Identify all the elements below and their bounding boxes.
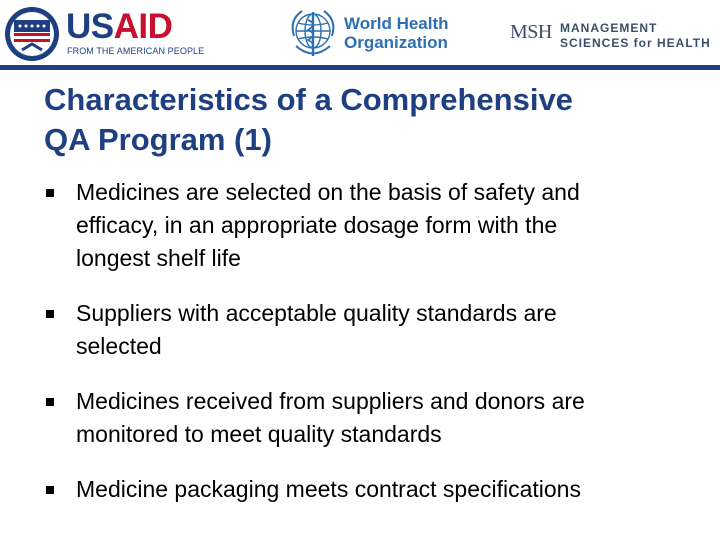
bullet-line: Medicines are selected on the basis of safety and	[76, 179, 580, 205]
msh-mark-text: MSH	[510, 21, 552, 43]
slide-title-line: QA Program (1)	[44, 122, 272, 157]
bullet-line: selected	[76, 333, 162, 359]
bullet-line: Medicine packaging meets contract specifications	[76, 476, 581, 502]
square-bullet-icon	[46, 486, 54, 494]
bullet-line: efficacy, in an appropriate dosage form with the	[76, 212, 558, 238]
who-logo	[286, 6, 449, 62]
usaid-tagline: FROM THE AMERICAN PEOPLE	[67, 46, 205, 56]
bullet-line: longest shelf life	[76, 245, 241, 271]
who-emblem-icon	[286, 6, 340, 62]
square-bullet-icon	[46, 310, 54, 318]
usaid-wordmark: USAID	[66, 7, 173, 46]
who-wordmark	[344, 14, 449, 52]
bullet-item	[44, 176, 694, 275]
bullet-line: monitored to meet quality standards	[76, 421, 442, 447]
usaid-seal-icon	[4, 6, 60, 62]
square-bullet-icon	[46, 189, 54, 197]
slide-title	[44, 80, 694, 160]
msh-mark-icon	[508, 10, 552, 54]
bullet-item	[44, 385, 694, 451]
bullet-item	[44, 473, 694, 506]
slide-title-line: Characteristics of a Comprehensive	[44, 82, 573, 117]
bullet-item	[44, 297, 694, 363]
msh-wordmark	[560, 21, 711, 51]
msh-logo	[508, 8, 713, 60]
square-bullet-icon	[46, 398, 54, 406]
msh-line-2: SCIENCES for HEALTH	[560, 36, 711, 50]
who-line-2: Organization	[344, 33, 448, 52]
usaid-logo	[4, 6, 205, 62]
header-rule	[0, 65, 720, 70]
bullet-line: Medicines received from suppliers and donors are	[76, 388, 585, 414]
bullet-line: Suppliers with acceptable quality standards are	[76, 300, 557, 326]
bullet-list	[44, 176, 694, 506]
msh-line-1: MANAGEMENT	[560, 21, 658, 35]
logo-bar	[0, 0, 720, 64]
who-line-1: World Health	[344, 14, 449, 33]
